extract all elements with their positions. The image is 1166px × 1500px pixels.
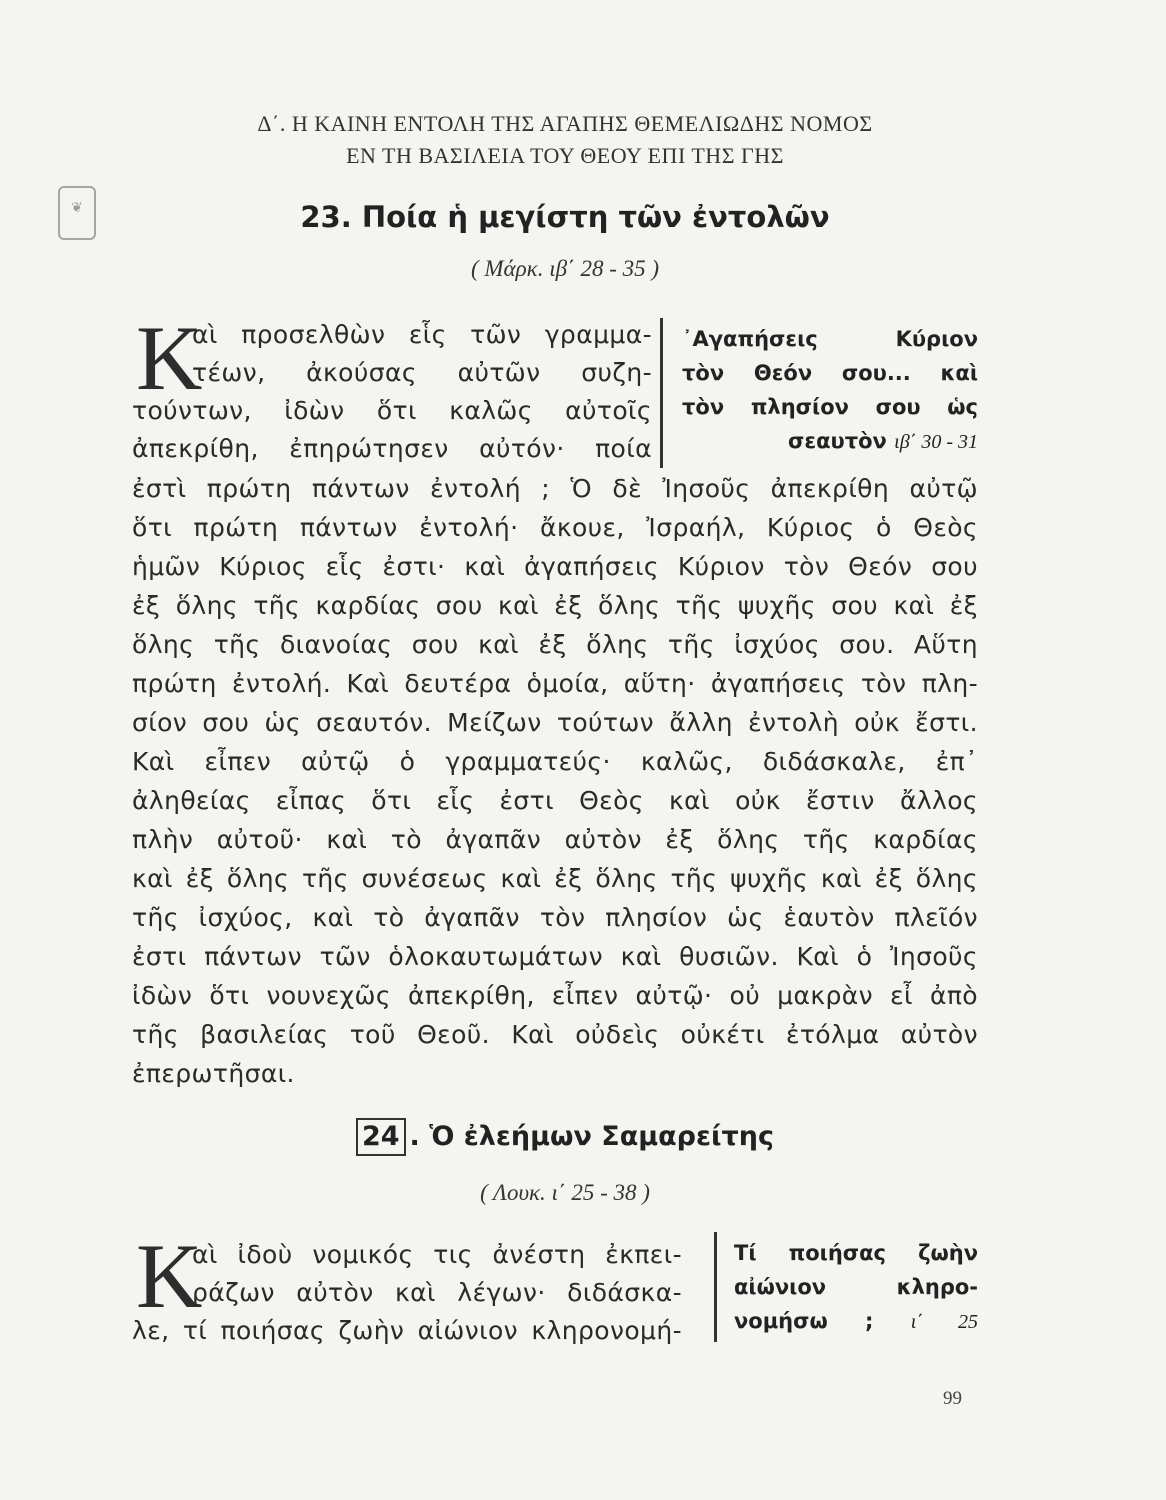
margin-note-line-1: ᾿Αγαπήσεις Κύριον [682, 327, 978, 351]
body-line-15: τῆς βασιλείας τοῦ Θεοῦ. Καὶ οὐδεὶς οὐκέτι ἐτόλμα αὐτὸν [132, 1020, 978, 1049]
section-24-narrow-line-2: ράζων αὐτὸν καὶ λέγων· διδάσκα- [192, 1278, 682, 1307]
section-24-narrow-line-3: λε, τί ποιήσας ζωὴν αἰώνιον κληρονομή- [132, 1316, 682, 1345]
body-line-1: ἐστὶ πρώτη πάντων ἐντολή ; Ὁ δὲ Ἰησοῦς ἀπεκρίθη αὐτῷ [132, 474, 978, 503]
body-line-6: πρώτη ἐντολή. Καὶ δευτέρα ὁμοία, αὕτη· ἀγαπήσεις τὸν πλη- [132, 669, 978, 698]
margin-note-24-ref: ι΄ 25 [910, 1311, 979, 1333]
section-23-narrow-line-4: ἀπεκρίθη, ἐπηρώτησεν αὐτόν· ποία [132, 434, 652, 463]
page-number: 99 [943, 1388, 962, 1409]
margin-note-24-bold: νομήσω ; [734, 1309, 874, 1333]
section-23-narrow-line-3: τούντων, ἰδὼν ὅτι καλῶς αὐτοῖς [132, 396, 652, 425]
margin-note-24-line-3 [734, 1304, 978, 1339]
body-line-2: ὅτι πρώτη πάντων ἐντολή· ἄκουε, Ἰσραήλ, Κύριος ὁ Θεὸς [132, 513, 978, 542]
section-24-narrow-line-1: αὶ ἰδοὺ νομικός τις ἀνέστη ἐκπει- [192, 1240, 682, 1269]
margin-note-line-4 [682, 424, 978, 459]
section-24-dropcap: Κ [136, 1225, 203, 1327]
body-line-3: ἡμῶν Κύριος εἷς ἐστι· καὶ ἀγαπήσεις Κύριον τὸν Θεόν σου [132, 552, 978, 581]
section-23-title: 23. Ποία ἡ μεγίστη τῶν ἐντολῶν [300, 200, 830, 234]
section-24-title [150, 1118, 980, 1156]
body-line-5: ὅλης τῆς διανοίας σου καὶ ἐξ ὅλης τῆς ἰσχύος σου. Αὕτη [132, 630, 978, 659]
chapter-header-line-1: Δ΄. Η ΚΑΙΝΗ ΕΝΤΟΛΗ ΤΗΣ ΑΓΑΠΗΣ ΘΕΜΕΛΙΩΔΗΣ ΝΟΜΟΣ [257, 111, 873, 136]
body-line-10: πλὴν αὐτοῦ· καὶ τὸ ἀγαπᾶν αὐτὸν ἐξ ὅλης τῆς καρδίας [132, 825, 978, 854]
section-24-reference: ( Λουκ. ι΄ 25 - 38 ) [480, 1180, 650, 1205]
margin-note-line-2: τὸν Θεόν σου... καὶ [682, 361, 978, 385]
section-23-narrow-line-2: τέων, ἀκούσας αὐτῶν συζη- [192, 358, 652, 387]
section-23-reference: ( Μάρκ. ιβ΄ 28 - 35 ) [470, 256, 660, 281]
body-line-7: σίον σου ὡς σεαυτόν. Μείζων τούτων ἄλλη ἐντολὴ οὐκ ἔστι. [132, 708, 978, 737]
section-24-margin-note [734, 1236, 978, 1339]
section-24-title-text: . Ὁ ἐλεήμων Σαμαρείτης [409, 1121, 775, 1152]
body-line-13: ἐστι πάντων τῶν ὁλοκαυτωμάτων καὶ θυσιῶν. Καὶ ὁ Ἰησοῦς [132, 942, 978, 971]
body-line-9: ἀληθείας εἶπας ὅτι εἷς ἐστι Θεὸς καὶ οὐκ ἔστιν ἄλλος [132, 786, 978, 815]
margin-note-24-line-1: Τί ποιήσας ζωὴν [734, 1241, 978, 1265]
section-23-margin-note [682, 322, 978, 459]
chapter-header [150, 108, 980, 172]
section-23-narrow-line-1: αὶ προσελθὼν εἷς τῶν γραμμα- [192, 320, 652, 349]
body-line-14: ἰδὼν ὅτι νουνεχῶς ἀπεκρίθη, εἶπεν αὐτῷ· οὐ μακρὰν εἶ ἀπὸ [132, 981, 978, 1010]
body-line-16: ἐπερωτῆσαι. [132, 1059, 295, 1088]
section-23-margin-rule [660, 318, 663, 468]
section-24-number: 24 [356, 1118, 406, 1156]
body-line-11: καὶ ἐξ ὅλης τῆς συνέσεως καὶ ἐξ ὅλης τῆς ψυχῆς καὶ ἐξ ὅλης [132, 864, 978, 893]
body-line-4: ἐξ ὅλης τῆς καρδίας σου καὶ ἐξ ὅλης τῆς ψυχῆς σου καὶ ἐξ [132, 591, 978, 620]
margin-note-24-line-2: αἰώνιον κληρο- [734, 1275, 978, 1299]
body-line-12: τῆς ἰσχύος, καὶ τὸ ἀγαπᾶν τὸν πλησίον ὡς ἑαυτὸν πλεῖόν [132, 903, 978, 932]
margin-note-line-3: τὸν πλησίον σου ὡς [682, 395, 978, 419]
library-stamp-icon: ❦ [58, 186, 96, 240]
section-23-dropcap: Κ [136, 307, 203, 409]
chapter-header-line-2: ΕΝ ΤΗ ΒΑΣΙΛΕΙΑ ΤΟΥ ΘΕΟΥ ΕΠΙ ΤΗΣ ΓΗΣ [346, 143, 784, 168]
section-24-margin-rule [714, 1232, 717, 1342]
body-line-8: Καὶ εἶπεν αὐτῷ ὁ γραμματεύς· καλῶς, διδάσκαλε, ἐπ᾿ [132, 747, 978, 776]
margin-note-ref: ιβ΄ 30 - 31 [894, 431, 978, 453]
margin-note-bold: σεαυτὸν [788, 429, 887, 453]
